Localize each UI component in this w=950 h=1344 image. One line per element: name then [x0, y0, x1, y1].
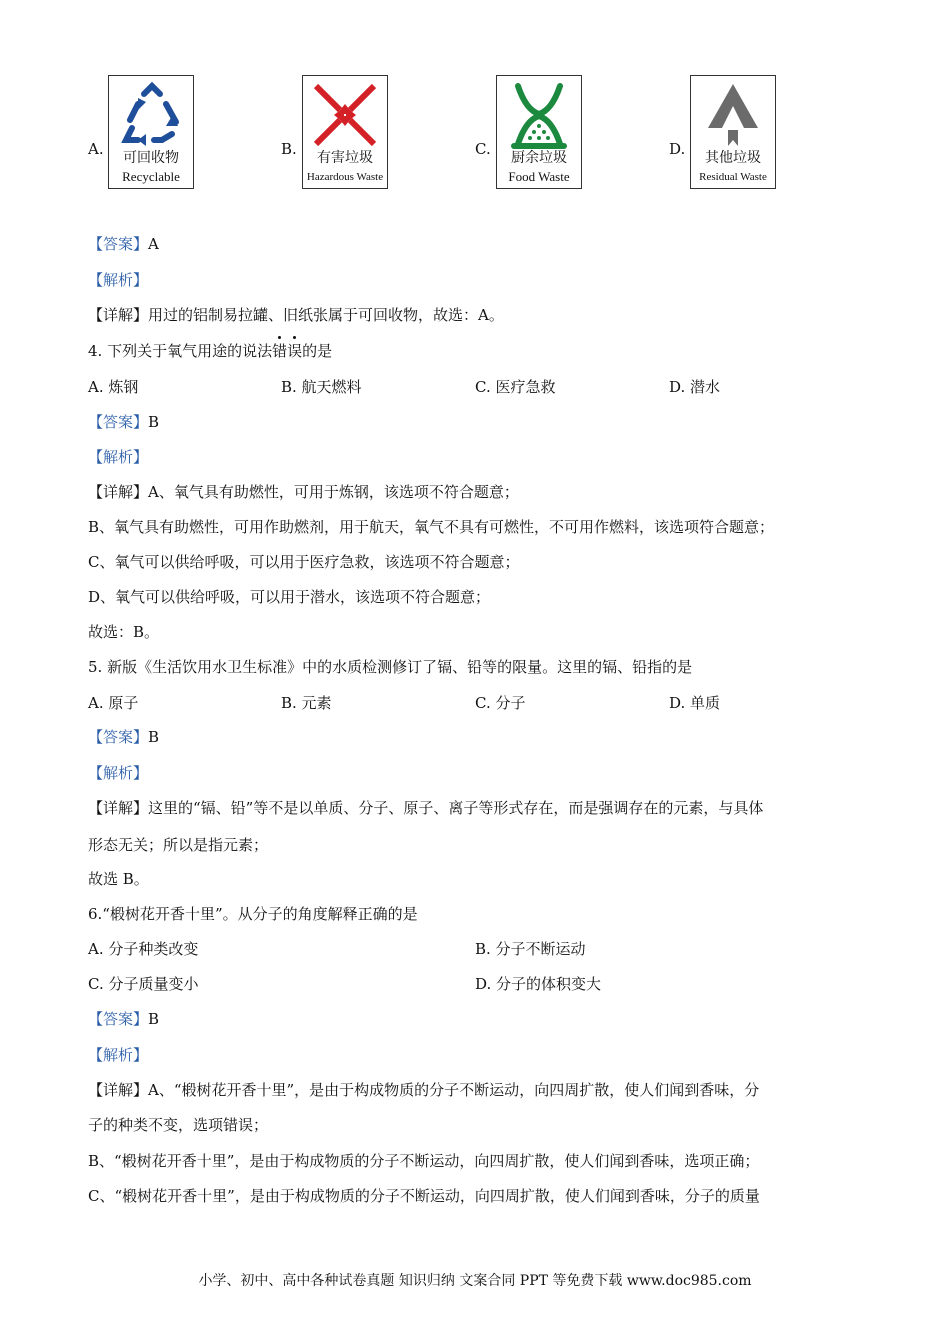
- q4-option-c: C. 医疗急救: [475, 378, 556, 396]
- option-letter-c: C.: [475, 140, 491, 158]
- emphasis-char: [272, 342, 287, 360]
- detail-tag: 【详解】: [88, 483, 149, 501]
- q4-detail-line: B、氧气具有助燃性，可用作助燃剂，用于航天，氧气不具有可燃性，不可用作燃料，该选项符合题意；: [88, 518, 775, 536]
- answer-tag: 【答案】: [88, 413, 149, 431]
- q6-detail-line: C、“椴树花开香十里”，是由于构成物质的分子不断运动，向四周扩散，使人们闻到香味，分子的质量: [88, 1187, 760, 1205]
- answer-value: B: [148, 1010, 160, 1028]
- q6-option-a: A. 分子种类改变: [88, 940, 199, 958]
- stem-text: 的是: [302, 342, 333, 360]
- recycle-icon: [116, 80, 186, 150]
- emphasis-char: [287, 342, 302, 360]
- option-letter-a: A.: [88, 140, 104, 158]
- detail-tag: 【详解】: [88, 306, 149, 324]
- answer-value: A: [148, 235, 159, 253]
- q4-stem: [88, 341, 332, 361]
- detail-tag: 【详解】: [88, 799, 149, 817]
- emphasis-dot: [293, 336, 296, 339]
- sign-en-label: Recyclable: [122, 169, 180, 184]
- sign-en-label: Residual Waste: [699, 171, 767, 183]
- emph-text: 误: [287, 342, 303, 360]
- page-footer: 小学、初中、高中各种试卷真题 知识归纳 文案合同 PPT 等免费下载 www.doc985.com: [198, 1273, 752, 1289]
- emph-text: 错: [272, 342, 288, 360]
- q5-option-b: B. 元素: [281, 694, 332, 712]
- q4-option-b: B. 航天燃料: [281, 378, 362, 396]
- q6-answer: [88, 1009, 159, 1029]
- answer-value: B: [148, 413, 160, 431]
- q4-detail-line: C、氧气可以供给呼吸，可以用于医疗急救，该选项不符合题意；: [88, 553, 520, 571]
- q5-detail-line: 形态无关；所以是指元素；: [88, 836, 269, 854]
- q5-stem: 5. 新版《生活饮用水卫生标准》中的水质检测修订了镉、铅等的限量。这里的镉、铅指的是: [88, 658, 693, 676]
- q3-analysis-tag: [88, 270, 148, 290]
- analysis-tag: 【解析】: [88, 764, 149, 782]
- analysis-tag: 【解析】: [88, 1046, 149, 1064]
- q5-option-c: C. 分子: [475, 694, 526, 712]
- detail-text: A、“椴树花开香十里”，是由于构成物质的分子不断运动，向四周扩散，使人们闻到香味，分: [148, 1081, 760, 1099]
- sign-cn-label: 厨余垃圾: [511, 150, 567, 166]
- q4-option-d: D. 潜水: [669, 378, 721, 396]
- emphasis-dot: [278, 336, 281, 339]
- q5-option-a: A. 原子: [88, 694, 139, 712]
- residual-waste-sign: [690, 75, 776, 189]
- sign-cn-label: 有害垃圾: [317, 150, 373, 166]
- q4-detail-line: 故选：B。: [88, 623, 160, 641]
- food-waste-sign: [496, 75, 582, 189]
- residual-triangle-icon: [698, 80, 768, 150]
- answer-tag: 【答案】: [88, 235, 149, 253]
- q5-option-d: D. 单质: [669, 694, 721, 712]
- q6-detail-line: [88, 1080, 759, 1100]
- q6-stem: 6.“椴树花开香十里”。从分子的角度解释正确的是: [88, 905, 418, 923]
- q6-detail-line: B、“椴树花开香十里”，是由于构成物质的分子不断运动，向四周扩散，使人们闻到香味，选项正确；: [88, 1152, 760, 1170]
- q4-analysis-tag: [88, 447, 148, 467]
- answer-value: B: [148, 728, 160, 746]
- q5-analysis-tag: [88, 763, 148, 783]
- q6-option-d: D. 分子的体积变大: [475, 975, 602, 993]
- q3-detail: [88, 305, 504, 325]
- hazard-cross-icon: [310, 80, 380, 150]
- q4-option-a: A. 炼钢: [88, 378, 139, 396]
- option-letter-d: D.: [669, 140, 686, 158]
- hourglass-icon: [504, 80, 574, 150]
- sign-en-label: Food Waste: [508, 169, 570, 184]
- detail-text: 这里的“镉、铅”等不是以单质、分子、原子、离子等形式存在，而是强调存在的元素，与具体: [148, 799, 764, 817]
- q6-analysis-tag: [88, 1045, 148, 1065]
- q5-detail-line: [88, 798, 763, 818]
- recyclable-sign: [108, 75, 194, 189]
- answer-tag: 【答案】: [88, 1010, 149, 1028]
- option-letter-b: B.: [281, 140, 297, 158]
- q4-answer: [88, 412, 159, 432]
- q5-answer: [88, 727, 159, 747]
- detail-text: A、氧气具有助燃性，可用于炼钢，该选项不符合题意；: [148, 483, 519, 501]
- q5-detail-line: 故选 B。: [88, 870, 149, 888]
- answer-tag: 【答案】: [88, 728, 149, 746]
- detail-text: 用过的铝制易拉罐、旧纸张属于可回收物，故选：A。: [148, 306, 504, 324]
- q6-option-c: C. 分子质量变小: [88, 975, 199, 993]
- sign-cn-label: 可回收物: [123, 150, 179, 166]
- analysis-tag: 【解析】: [88, 448, 149, 466]
- q6-detail-line: 子的种类不变，选项错误；: [88, 1116, 269, 1134]
- q4-detail-line: [88, 482, 519, 502]
- hazardous-sign: [302, 75, 388, 189]
- sign-cn-label: 其他垃圾: [705, 150, 761, 166]
- q4-detail-line: D、氧气可以供给呼吸，可以用于潜水，该选项不符合题意；: [88, 588, 491, 606]
- stem-text: 4. 下列关于氧气用途的说法: [88, 342, 273, 360]
- q3-answer: [88, 234, 159, 254]
- analysis-tag: 【解析】: [88, 271, 149, 289]
- sign-en-label: Hazardous Waste: [306, 171, 384, 183]
- detail-tag: 【详解】: [88, 1081, 149, 1099]
- q6-option-b: B. 分子不断运动: [475, 940, 586, 958]
